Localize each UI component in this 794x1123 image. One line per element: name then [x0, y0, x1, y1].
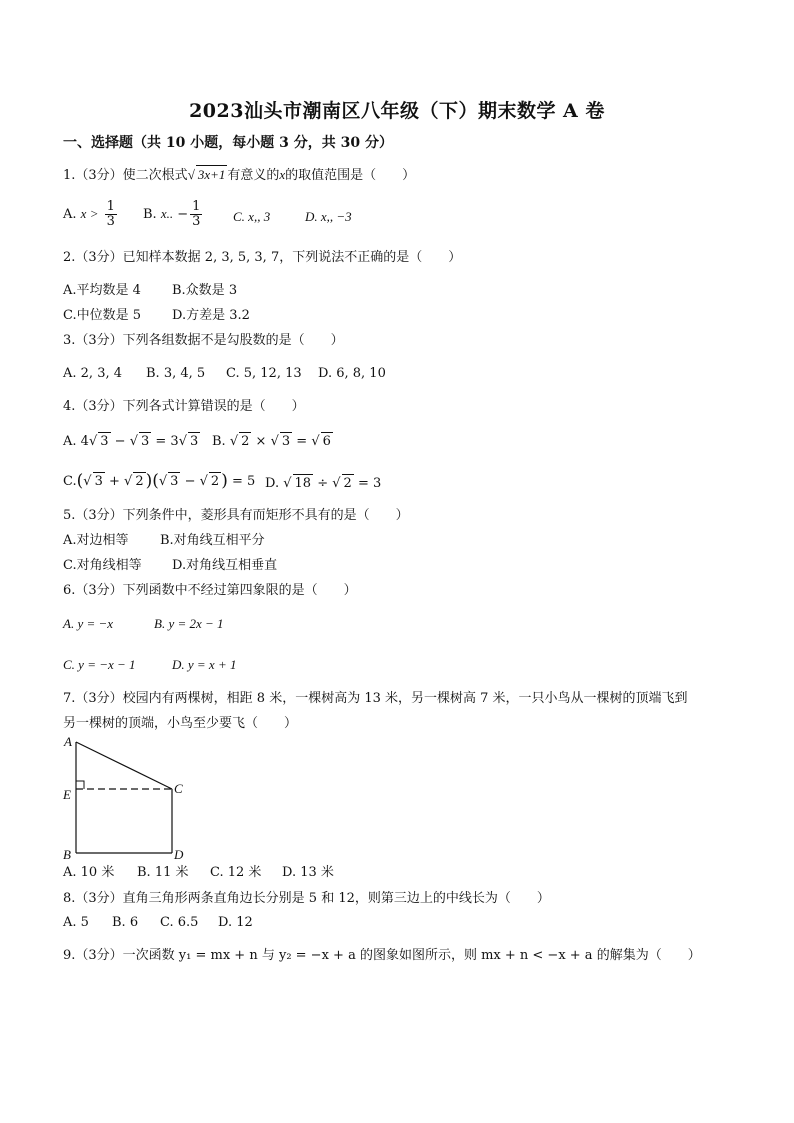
question-5-stem: 5.（3分）下列条件中，菱形具有而矩形不具有的是（ ） [63, 508, 409, 523]
question-2-stem: 2.（3分）已知样本数据 2, 3, 5, 3, 7，下列说法不正确的是（ ） [63, 250, 462, 265]
question-8-stem: 8.（3分）直角三角形两条直角边长分别是 5 和 12，则第三边上的中线长为（ ） [63, 891, 550, 906]
question-2-option-d: D.方差是 3.2 [172, 308, 250, 323]
question-3-stem: 3.（3分）下列各组数据不是勾股数的是（ ） [63, 333, 344, 348]
question-6-option-d: D. y = x + 1 [172, 657, 237, 672]
label-e: E [63, 787, 71, 802]
question-5-option-b: B.对角线互相平分 [160, 533, 265, 548]
question-8-option-b: B. 6 [112, 915, 139, 930]
segment-ac [76, 742, 172, 789]
question-5-option-d: D.对角线互相垂直 [172, 558, 278, 573]
page-title: 2023汕头市潮南区八年级（下）期末数学 A 卷 [189, 100, 605, 122]
question-7-option-c: C. 12 米 [210, 865, 262, 880]
question-3-option-d: D. 6, 8, 10 [318, 366, 386, 381]
question-4-option-b: B. √ 2 × √ 3 = √ 6 [212, 434, 331, 449]
question-8-option-a: A. 5 [63, 915, 89, 930]
question-8-option-c: C. 6.5 [160, 915, 199, 930]
question-1-option-b: B. x.. − $\frac{1}{3}$ [143, 199, 201, 229]
question-4-option-a: A. 4√ 3 − √ 3 = 3√ 3 [63, 434, 199, 449]
question-7-option-b: B. 11 米 [137, 865, 189, 880]
right-angle-marker [76, 781, 84, 789]
question-3-option-b: B. 3, 4, 5 [146, 366, 206, 381]
question-1-option-d: D. x,, −3 [305, 209, 352, 224]
question-5-option-a: A.对边相等 [63, 533, 129, 548]
question-7-stem-line-2: 另一棵树的顶端，小鸟至少要飞（ ） [63, 716, 298, 731]
question-7-stem-line-1: 7.（3分）校园内有两棵树，相距 8 米，一棵树高为 13 米，另一棵树高 7 米，一只小鸟从一棵树的顶端飞到 [63, 691, 688, 706]
question-5-option-c: C.对角线相等 [63, 558, 142, 573]
question-1-stem: 1.（3分）使二次根式√ 3x+1 有意义的x的取值范围是（ ） [63, 167, 416, 183]
question-2-option-b: B.众数是 3 [172, 283, 238, 298]
question-3-option-c: C. 5, 12, 13 [226, 366, 302, 381]
fraction-one-third: $\frac{1}{3}$ [106, 199, 115, 229]
question-6-option-c: C. y = −x − 1 [63, 657, 136, 672]
label-d: D [174, 847, 184, 862]
question-4-stem: 4.（3分）下列各式计算错误的是（ ） [63, 399, 305, 414]
question-7-option-a: A. 10 米 [63, 865, 115, 880]
fraction-one-third: $\frac{1}{3}$ [192, 199, 201, 229]
question-7-option-d: D. 13 米 [282, 865, 334, 880]
question-1-option-a: A. x > $\frac{1}{3}$ [63, 199, 115, 229]
label-a: A [64, 734, 72, 749]
question-6-option-a: A. y = −x [63, 616, 114, 631]
question-3-option-a: A. 2, 3, 4 [63, 366, 122, 381]
question-4-option-d: D. √ 18 ÷ √ 2 = 3 [265, 476, 382, 491]
question-6-option-b: B. y = 2x − 1 [154, 616, 224, 631]
question-6-stem: 6.（3分）下列函数中不经过第四象限的是（ ） [63, 583, 357, 598]
question-1-option-c: C. x,, 3 [233, 209, 271, 224]
question-9-stem: 9.（3分）一次函数 y₁ = mx + n 与 y₂ = −x + a 的图象如图所示，则 mx + n < −x + a 的解集为（ ） [63, 948, 701, 963]
label-b: B [63, 847, 71, 862]
question-2-option-c: C.中位数是 5 [63, 308, 142, 323]
question-2-option-a: A.平均数是 4 [63, 283, 141, 298]
question-8-option-d: D. 12 [218, 915, 253, 930]
radical-3x-plus-1: √ 3x+1 [187, 167, 226, 182]
label-c: C [174, 781, 183, 796]
section-heading: 一、选择题（共 10 小题，每小题 3 分，共 30 分） [63, 135, 393, 151]
question-4-option-c: C.(√ 3 + √ 2 )(√ 3 − √ 2 ) = 5 [63, 471, 256, 491]
question-7-figure [58, 732, 198, 864]
